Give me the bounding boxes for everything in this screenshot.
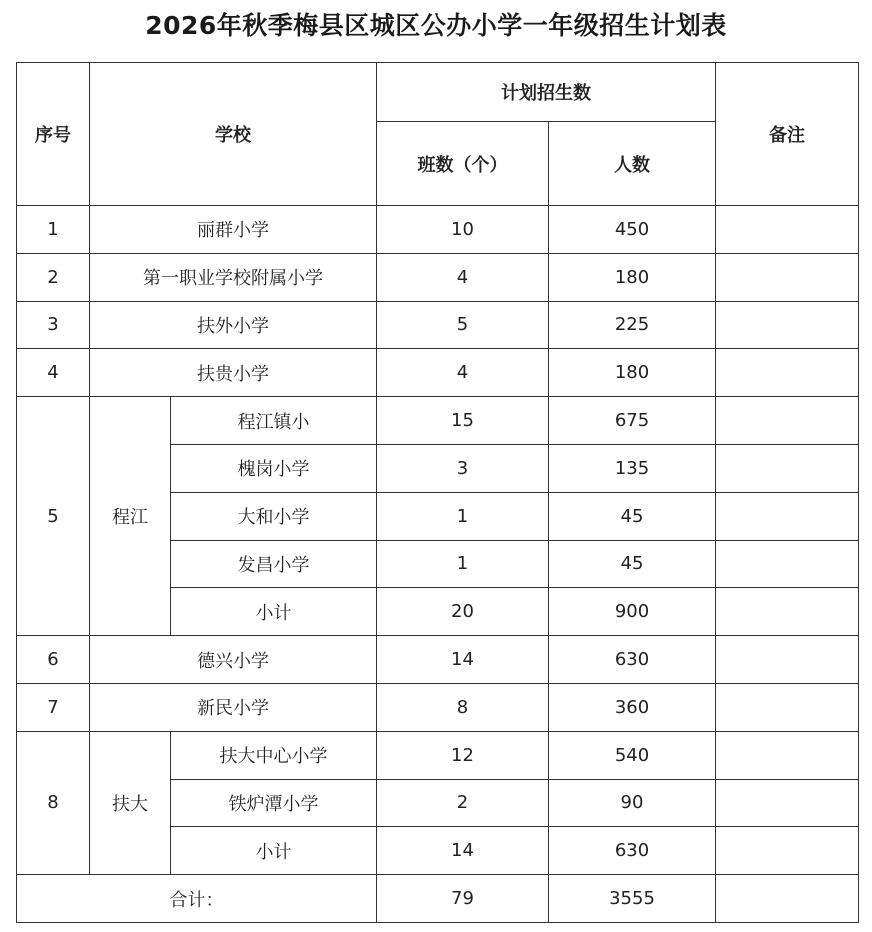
- group-name: 程江: [90, 397, 171, 636]
- header-classes: 班数（个）: [377, 122, 549, 206]
- row-remark: [716, 636, 859, 684]
- enrollment-plan-table: [16, 62, 859, 923]
- row-school: 程江镇小: [171, 397, 377, 445]
- row-no: 5: [17, 397, 90, 636]
- page-title: 2026年秋季梅县区城区公办小学一年级招生计划表: [145, 11, 727, 40]
- row-classes: 4: [377, 253, 549, 301]
- row-remark: [716, 683, 859, 731]
- table-row: [17, 206, 859, 254]
- row-classes: 8: [377, 683, 549, 731]
- total-row: [17, 875, 859, 923]
- row-classes: 15: [377, 397, 549, 445]
- header-no: 序号: [17, 63, 90, 206]
- row-people: 180: [549, 253, 716, 301]
- table-row: [17, 253, 859, 301]
- row-people: 45: [549, 492, 716, 540]
- row-people: 180: [549, 349, 716, 397]
- row-people: 45: [549, 540, 716, 588]
- row-people: 90: [549, 779, 716, 827]
- row-remark: [716, 397, 859, 445]
- row-remark: [716, 492, 859, 540]
- row-people: 540: [549, 731, 716, 779]
- row-remark: [716, 253, 859, 301]
- row-people: 225: [549, 301, 716, 349]
- table-row: [17, 683, 859, 731]
- row-remark: [716, 349, 859, 397]
- row-no: 2: [17, 253, 90, 301]
- row-school: 小计: [171, 588, 377, 636]
- row-remark: [716, 206, 859, 254]
- row-no: 1: [17, 206, 90, 254]
- header-row-top: [17, 63, 859, 122]
- row-classes: 1: [377, 492, 549, 540]
- row-classes: 20: [377, 588, 549, 636]
- row-remark: [716, 301, 859, 349]
- header-plan: 计划招生数: [377, 63, 716, 122]
- row-school: 第一职业学校附属小学: [90, 253, 377, 301]
- row-remark: [716, 779, 859, 827]
- row-remark: [716, 588, 859, 636]
- row-school: 槐岗小学: [171, 444, 377, 492]
- total-remark: [716, 875, 859, 923]
- row-school: 扶贵小学: [90, 349, 377, 397]
- table-row: [17, 349, 859, 397]
- row-school: 丽群小学: [90, 206, 377, 254]
- row-no: 3: [17, 301, 90, 349]
- row-school: 德兴小学: [90, 636, 377, 684]
- row-people: 450: [549, 206, 716, 254]
- table-row: [17, 636, 859, 684]
- row-people: 630: [549, 827, 716, 875]
- row-no: 4: [17, 349, 90, 397]
- row-remark: [716, 731, 859, 779]
- row-people: 675: [549, 397, 716, 445]
- row-school: 发昌小学: [171, 540, 377, 588]
- table-row: [17, 397, 859, 445]
- row-school: 大和小学: [171, 492, 377, 540]
- total-people: 3555: [549, 875, 716, 923]
- row-people: 630: [549, 636, 716, 684]
- table-row: [17, 301, 859, 349]
- table-row: [17, 731, 859, 779]
- group-name: 扶大: [90, 731, 171, 874]
- row-classes: 2: [377, 779, 549, 827]
- header-school: 学校: [90, 63, 377, 206]
- row-people: 135: [549, 444, 716, 492]
- row-classes: 10: [377, 206, 549, 254]
- row-remark: [716, 827, 859, 875]
- row-remark: [716, 540, 859, 588]
- row-school: 扶大中心小学: [171, 731, 377, 779]
- row-no: 7: [17, 683, 90, 731]
- row-remark: [716, 444, 859, 492]
- row-classes: 14: [377, 827, 549, 875]
- row-no: 6: [17, 636, 90, 684]
- row-classes: 12: [377, 731, 549, 779]
- header-people: 人数: [549, 122, 716, 206]
- row-classes: 14: [377, 636, 549, 684]
- row-school: 小计: [171, 827, 377, 875]
- row-people: 900: [549, 588, 716, 636]
- row-classes: 5: [377, 301, 549, 349]
- row-people: 360: [549, 683, 716, 731]
- row-school: 新民小学: [90, 683, 377, 731]
- total-classes: 79: [377, 875, 549, 923]
- row-classes: 3: [377, 444, 549, 492]
- total-label: 合计：: [17, 875, 377, 923]
- row-classes: 4: [377, 349, 549, 397]
- row-no: 8: [17, 731, 90, 874]
- row-classes: 1: [377, 540, 549, 588]
- row-school: 扶外小学: [90, 301, 377, 349]
- header-remark: 备注: [716, 63, 859, 206]
- row-school: 铁炉潭小学: [171, 779, 377, 827]
